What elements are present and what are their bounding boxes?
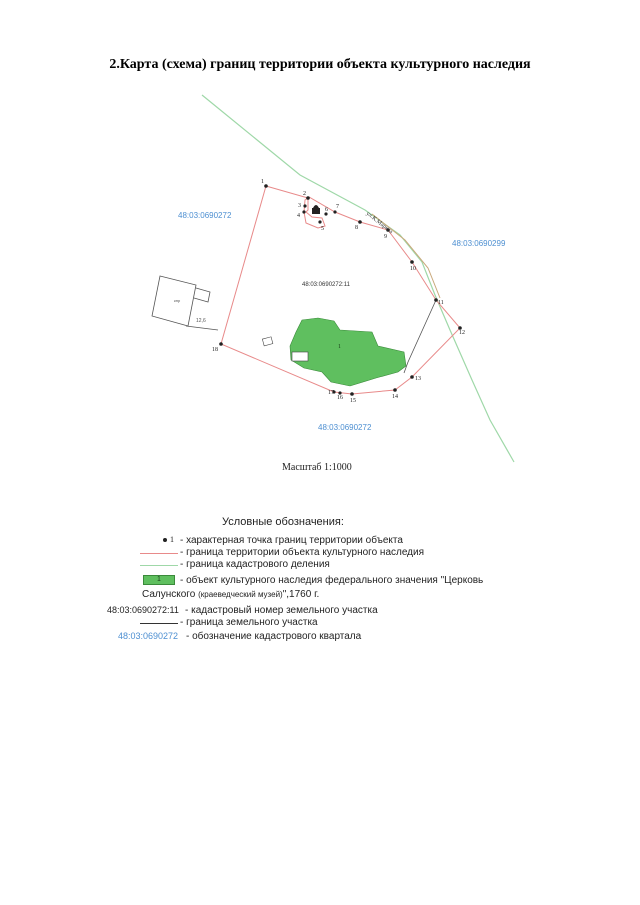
quarter-label-south: 48:03:0690272 [318,423,372,432]
legend-parcel-boundary-text: - граница земельного участка [180,617,318,628]
object-number: 1 [338,344,341,350]
svg-text:4: 4 [297,213,300,219]
point-symbol-number: 1 [170,535,174,544]
small-label: 12,6 [196,318,206,324]
svg-text:1: 1 [261,179,264,185]
svg-text:8: 8 [355,225,358,231]
svg-text:12: 12 [459,330,465,336]
cadastral-division-line [202,95,514,462]
legend-object-line2c: ",1760 г. [282,589,320,600]
point-symbol [163,538,167,542]
svg-text:17: 17 [328,390,334,396]
cadastral-division-symbol [140,565,178,566]
legend-cadastral-division-text: - граница кадастрового деления [180,559,330,570]
quarter-label-west: 48:03:0690272 [178,211,232,220]
svg-text:6: 6 [325,207,328,213]
svg-text:18: 18 [212,347,218,353]
legend-row-object-line2 [142,589,319,600]
legend-quarter-text: - обозначение кадастрового квартала [186,631,362,642]
legend-title: Условные обозначения: [222,516,344,528]
parcel-boundary-symbol [140,623,178,624]
legend-point-text: - характерная точка границ территории объекта [180,535,403,546]
svg-text:9: 9 [384,234,387,240]
svg-text:3: 3 [298,203,301,209]
legend-object-line1: - объект культурного наследия федерального значения "Церковь [180,575,484,586]
svg-text:11: 11 [438,300,444,306]
svg-text:10: 10 [410,266,416,272]
svg-text:5: 5 [321,226,324,232]
legend-object-line2b: (краеведческий музей) [198,590,283,599]
legend-parcel-text: - кадастровый номер земельного участка [185,605,378,616]
svg-text:16: 16 [337,395,343,401]
legend-object-line2a: Салунского [142,589,199,600]
svg-text:7: 7 [336,204,339,210]
legend-heritage-boundary-text: - граница территории объекта культурного наследия [180,547,425,558]
parcel-boundary-line [404,300,436,373]
svg-text:14: 14 [392,394,398,400]
parcel-symbol: 48:03:0690272:11 [107,605,179,615]
heritage-object-symbol: 1 [143,575,175,585]
quarter-symbol: 48:03:0690272 [118,631,179,641]
svg-text:13: 13 [415,376,421,382]
svg-text:15: 15 [350,398,356,404]
svg-text:кнр: кнр [174,298,181,303]
annex-building [292,352,308,361]
parcel-label: 48:03:0690272:11 [302,282,350,288]
small-building [262,337,273,346]
parcel-boundary-line-2 [186,326,218,330]
map-scale: Масштаб 1:1000 [282,462,352,473]
svg-text:2: 2 [303,191,306,197]
page-title: 2.Карта (схема) границ территории объекта культурного наследия [109,57,531,72]
chapel-icon [312,205,320,214]
heritage-boundary-symbol [140,553,178,554]
street-label: ул.К.Маркса [364,210,394,236]
quarter-label-east: 48:03:0690299 [452,239,506,248]
